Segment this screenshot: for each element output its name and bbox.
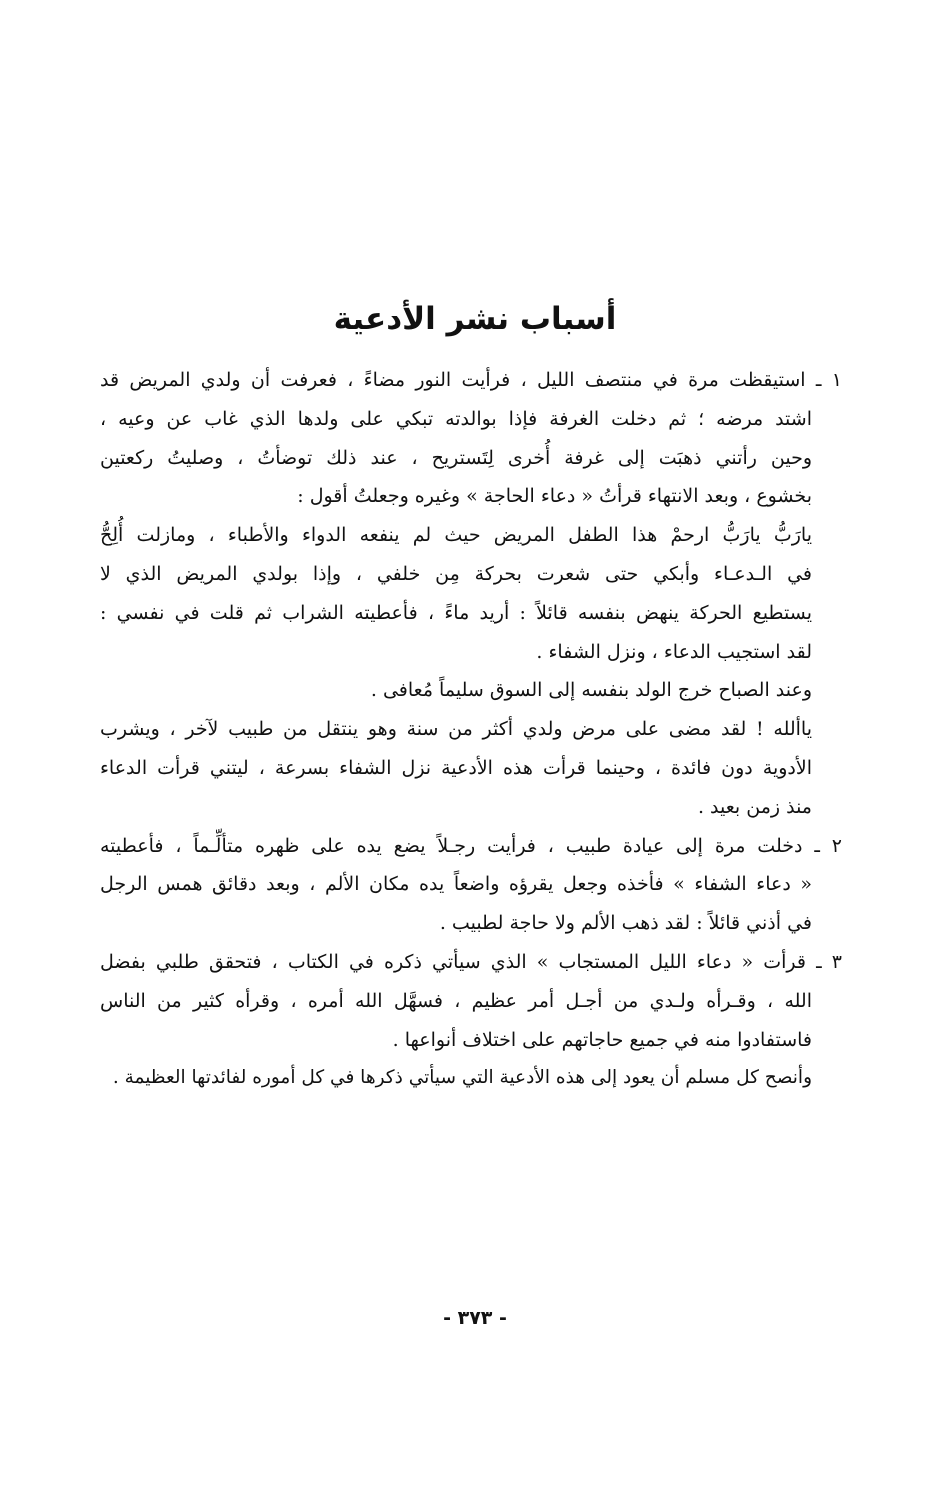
text-line: منذ زمن بعيد . bbox=[697, 795, 812, 818]
body-text bbox=[100, 361, 842, 1098]
text-line: « دعاء الشفاء » فأخذه وجعل يقرؤه واضعاً يده مكان الألم ، وبعد دقائق همس الرجل bbox=[100, 873, 812, 896]
text-line: الله ، وقـرأه ولـدي من أجـل أمر عظيم ، فسهَّل الله أمره ، وقرأه كثير من الناس bbox=[100, 989, 812, 1012]
text-line: بخشوع ، وبعد الانتهاء قرأتُ « دعاء الحاجة » وغيره وجعلتُ أقول : bbox=[297, 485, 812, 508]
text-line: يارَبُّ يارَبُّ ارحمْ هذا الطفل المريض حيث لم ينفعه الدواء والأطباء ، ومازلت أُلِحُّ bbox=[100, 524, 812, 547]
text-line: الأدوية دون فائدة ، وحينما قرأت هذه الأدعية نزل الشفاء بسرعة ، ليتني قرأت الدعاء bbox=[100, 756, 812, 779]
text-line: فاستفادوا منه في جميع حاجاتهم على اختلاف أنواعها . bbox=[392, 1028, 812, 1051]
text-line: ٣ ـ قرأت « دعاء الليل المستجاب » الذي سيأتي ذكره في الكتاب ، فتحقق طلبي بفضل bbox=[100, 950, 842, 973]
text-line: ٢ ـ دخلت مرة إلى عيادة طبيب ، فرأيت رجـلاً يضع يده على ظهره متألِّـماً ، فأعطيته bbox=[100, 834, 842, 857]
page-number: - ٣٧٣ - bbox=[443, 1307, 507, 1329]
text-line: في الـدعـاء وأبكي حتى شعرت بحركة مِن خلفي ، وإذا بولدي المريض الذي لا bbox=[100, 562, 812, 585]
text-line: في أذني قائلاً : لقد ذهب الألم ولا حاجة لطبيب . bbox=[439, 912, 812, 935]
text-line: وأنصح كل مسلم أن يعود إلى هذه الأدعية التي سيأتي ذكرها في كل أموره لفائدتها العظيمة . bbox=[112, 1067, 812, 1089]
text-line: ١ ـ استيقظت مرة في منتصف الليل ، فرأيت النور مضاءً ، فعرفت أن ولدي المريض قد bbox=[100, 369, 842, 391]
text-line: وحين رأتني ذهبَت إلى غرفة أُخرى لِتَستريح ، عند ذلك توضأتُ ، وصليتُ ركعتين bbox=[100, 446, 812, 469]
text-line: لقد استجيب الدعاء ، ونزل الشفاء . bbox=[536, 640, 812, 663]
text-line: ياألله ! لقد مضى على مرض ولدي أكثر من سنة وهو ينتقل من طبيب لآخر ، ويشرب bbox=[100, 718, 812, 741]
text-line: يستطيع الحركة ينهض بنفسه قائلاً : أريد ماءً ، فأعطيته الشراب ثم قلت في نفسي : bbox=[100, 601, 812, 624]
text-line: اشتد مرضه ؛ ثم دخلت الغرفة فإذا بوالدته تبكي على ولدها الذي غاب عن وعيه ، bbox=[100, 407, 812, 430]
page-title: أسباب نشر الأدعية bbox=[333, 301, 617, 337]
text-line: وعند الصباح خرج الولد بنفسه إلى السوق سليماً مُعافى . bbox=[370, 679, 812, 702]
